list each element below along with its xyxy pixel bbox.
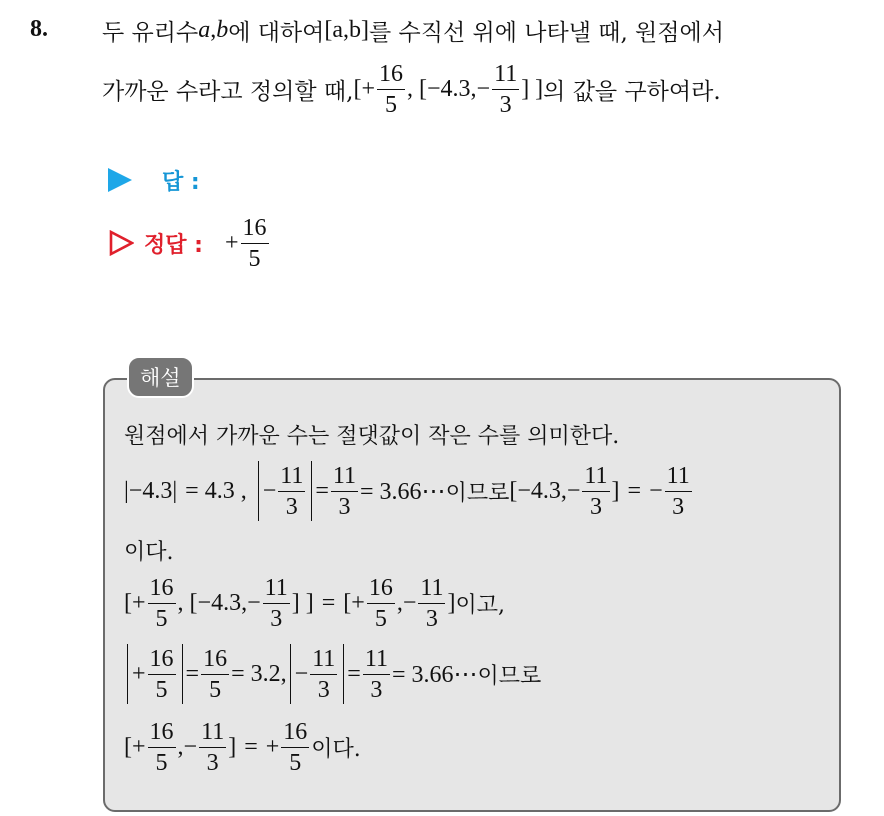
question-number: 8. [30, 16, 48, 42]
fraction-16-5: $\frac{16}{5}$ [242, 214, 267, 272]
question-line-1 [102, 10, 724, 50]
correct-answer-label: 정답 : [144, 232, 203, 258]
explanation-line-3: 이다. [124, 539, 174, 565]
bracket-open: [ [353, 75, 362, 102]
bracket-close: ] ] [521, 75, 544, 102]
explanation-line-1: 원점에서 가까운 수는 절댓값이 작은 수를 의미한다. [124, 423, 620, 449]
filled-triangle-icon [108, 168, 132, 192]
fraction-16-5: $\frac{16}{5}$ [378, 60, 403, 118]
question-text: 가까운 수라고 정의할 때, [102, 78, 354, 105]
explanation-line-6: [ + $\frac{16}{5}$ , − $\frac{11}{3}$ ] = + $\frac{16}{5}$ 이다. [124, 718, 361, 776]
comma: , [210, 16, 217, 43]
explanation-line-2: |−4.3| = 4.3 , − $\frac{11}{3}$ = $\frac{11}{3}$ = 3.66⋯ 이므로 [ −4.3 , − $\frac{11}{3}$ ] = − $\frac{11}{3}$ [124, 462, 690, 520]
outline-triangle-icon [108, 230, 134, 256]
neg-4-3: −4.3 [426, 75, 471, 102]
fraction-11-3: $\frac{11}{3}$ [494, 60, 518, 118]
question-line-2 [102, 58, 721, 120]
answer-label: 답 : [162, 169, 200, 195]
explanation-badge: 해설 [127, 356, 194, 398]
explanation-line-4: [ + $\frac{16}{5}$ , [ −4.3 , − $\frac{11}{3}$ ] ] = [ + $\frac{16}{5}$ , − $\frac{11}{3}$ ] 이고, [124, 574, 505, 632]
question-text: 에 대하여 [228, 19, 325, 46]
question-text: 두 유리수 [102, 19, 199, 46]
var-a: a [198, 16, 211, 43]
minus-sign: − [476, 75, 491, 102]
question-text: 의 값을 구하여라. [543, 78, 721, 105]
var-b: b [216, 16, 229, 43]
question-text: 를 수직선 위에 나타낼 때, 원점에서 [369, 19, 724, 46]
plus-sign: + [361, 75, 375, 102]
abs-neg-11-3: − $\frac{11}{3}$ [258, 461, 313, 521]
explanation-line-5: + $\frac{16}{5}$ = $\frac{16}{5}$ = 3.2, − $\frac{11}{3}$ = $\frac{11}{3}$ = 3.66⋯ 이므로 [124, 642, 541, 706]
bracket-ab: [a,b] [324, 16, 370, 43]
separator: , [470, 75, 477, 102]
correct-answer-value: + $\frac{16}{5}$ [224, 214, 267, 272]
separator: , [ [406, 75, 427, 102]
correct-answer-row [108, 212, 271, 274]
answer-row [108, 160, 200, 200]
